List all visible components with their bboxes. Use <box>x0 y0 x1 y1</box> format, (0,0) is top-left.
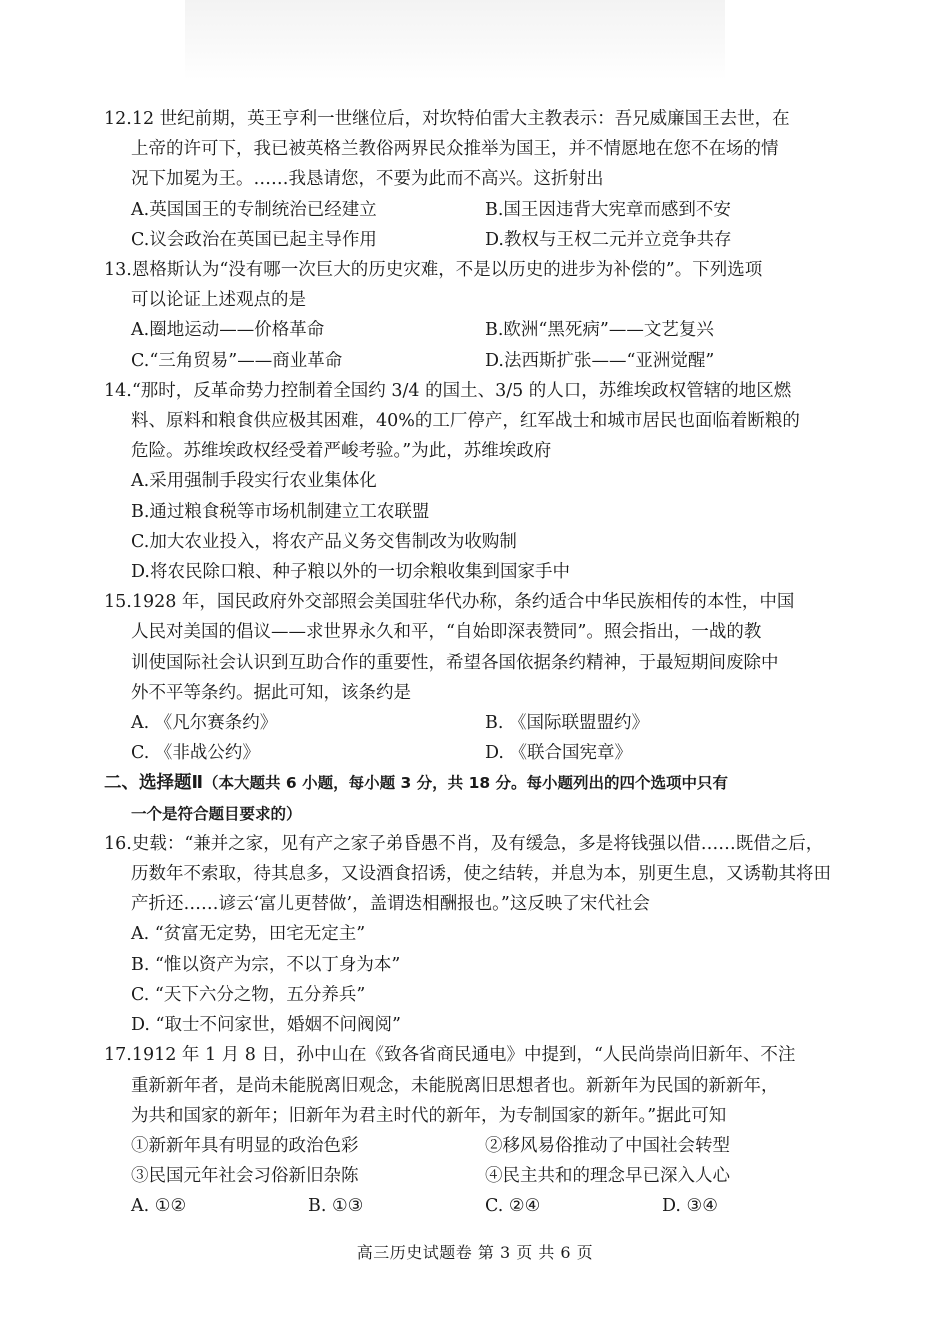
section-instructions: （本大题共 6 小题，每小题 3 分，共 18 分。每小题列出的四个选项中只有 <box>203 774 729 793</box>
options <box>104 466 849 587</box>
question-text-line: 况下加冕为王。……我恳请您，不要为此而不高兴。这折射出 <box>131 169 604 190</box>
question-text-line: 12.12 世纪前期，英王亨利一世继位后，对坎特伯雷大主教表示：吾兄威廉国王去世，在 <box>104 109 790 129</box>
option-d: D. 《联合国宪章》 <box>485 743 633 764</box>
statement-1: ①新新年具有明显的政治色彩 <box>131 1135 359 1156</box>
page-footer: 高三历史试题卷 第 3 页 共 6 页 <box>356 1243 594 1262</box>
exam-content <box>104 104 849 1222</box>
question-text-line: 13.恩格斯认为“没有哪一次巨大的历史灾难，不是以历史的进步为补偿的”。下列选项 <box>104 260 763 281</box>
question-12 <box>104 104 849 255</box>
options <box>104 195 849 255</box>
question-15 <box>104 587 849 768</box>
options <box>104 919 849 1040</box>
question-text-line: 17.1912 年 1 月 8 日，孙中山在《致各省商民通电》中提到，“人民尚崇尚旧新年、不注 <box>104 1045 796 1066</box>
statement-4: ④民主共和的理念早已深入人心 <box>485 1166 730 1187</box>
option-b: B. 《国际联盟盟约》 <box>485 713 649 734</box>
options <box>104 708 849 768</box>
option-d: D.教权与王权二元并立竞争共存 <box>485 229 732 250</box>
option-c: C.“三角贸易”——商业革命 <box>131 350 343 371</box>
question-13 <box>104 255 849 376</box>
question-text-line: 料、原料和粮食供应极其困难，40%的工厂停产，红军战士和城市居民也面临着断粮的 <box>131 411 800 432</box>
option-a: A.采用强制手段实行农业集体化 <box>131 471 377 492</box>
question-17 <box>104 1040 849 1221</box>
question-text-line: 外不平等条约。据此可知，该条约是 <box>131 682 411 703</box>
scan-shadow <box>185 0 725 80</box>
option-b: B.欧洲“黑死病”——文艺复兴 <box>485 320 714 341</box>
option-d: D. ③④ <box>662 1196 718 1217</box>
option-b: B. ①③ <box>308 1196 364 1217</box>
option-c: C.加大农业投入，将农产品义务交售制改为收购制 <box>131 531 517 552</box>
option-c: C. “天下六分之物，五分养兵” <box>131 984 366 1005</box>
question-text-line: 重新新年者，是尚未能脱离旧观念，未能脱离旧思想者也。新新年为民国的新新年， <box>131 1075 779 1096</box>
question-14 <box>104 376 849 587</box>
option-a: A.圈地运动——价格革命 <box>131 320 325 341</box>
statements <box>104 1131 849 1191</box>
question-text-line: 15.1928 年，国民政府外交部照会美国驻华代办称，条约适合中华民族相传的本性，中国 <box>104 592 795 613</box>
option-d: D.将农民除口粮、种子粮以外的一切余粮收集到国家手中 <box>131 562 570 583</box>
question-text-line: 可以论证上述观点的是 <box>131 290 306 311</box>
options <box>104 315 849 375</box>
option-c: C.议会政治在英国已起主导作用 <box>131 229 377 250</box>
option-c: C. ②④ <box>485 1196 541 1217</box>
option-a: A. “贫富无定势，田宅无定主” <box>131 924 366 945</box>
question-text-line: 人民对美国的倡议——求世界永久和平，“自始即深表赞同”。照会指出，一战的教 <box>131 622 762 643</box>
option-a: A.英国国王的专制统治已经建立 <box>131 199 377 220</box>
option-c: C. 《非战公约》 <box>131 743 260 764</box>
section-title: 二、选择题Ⅱ <box>104 773 204 794</box>
option-b: B. “惟以资产为宗，不以丁身为本” <box>131 954 401 975</box>
question-16 <box>104 829 849 1040</box>
statement-3: ③民国元年社会习俗新旧杂陈 <box>131 1166 359 1187</box>
section-2-header <box>104 768 849 828</box>
option-b: B.国王因违背大宪章而感到不安 <box>485 199 731 220</box>
option-d: D. “取士不问家世，婚姻不问阀阅” <box>131 1015 401 1036</box>
section-instructions-cont: 一个是符合题目要求的） <box>131 804 302 823</box>
question-text-line: 产折还……谚云‘富儿更替做’，盖谓迭相酬报也。”这反映了宋代社会 <box>131 894 650 915</box>
question-text-line: 训使国际社会认识到互助合作的重要性，希望各国依据条约精神，于最短期间废除中 <box>131 652 779 673</box>
options <box>104 1191 849 1221</box>
question-text-line: 历数年不索取，待其息多，又设酒食招诱，使之结转，并息为本，别更生息，又诱勒其将田 <box>131 864 831 885</box>
option-a: A. 《凡尔赛条约》 <box>131 713 278 734</box>
option-a: A. ①② <box>131 1196 187 1217</box>
option-d: D.法西斯扩张——“亚洲觉醒” <box>485 350 715 371</box>
question-text-line: 16.史载：“兼并之家，见有产之家子弟昏愚不肖，及有缓急，多是将钱强以借……既借之后， <box>104 833 824 854</box>
question-text-line: 上帝的许可下，我已被英格兰教俗两界民众推举为国王，并不情愿地在您不在场的情 <box>131 139 779 160</box>
question-text-line: 为共和国家的新年；旧新年为君主时代的新年，为专制国家的新年。”据此可知 <box>131 1105 727 1126</box>
question-text-line: 危险。苏维埃政权经受着严峻考验。”为此，苏维埃政府 <box>131 441 552 462</box>
statement-2: ②移风易俗推动了中国社会转型 <box>485 1135 730 1156</box>
question-text-line: 14.“那时，反革命势力控制着全国约 3/4 的国土、3/5 的人口，苏维埃政权管辖的地区燃 <box>104 380 792 401</box>
option-b: B.通过粮食税等市场机制建立工农联盟 <box>131 501 430 522</box>
